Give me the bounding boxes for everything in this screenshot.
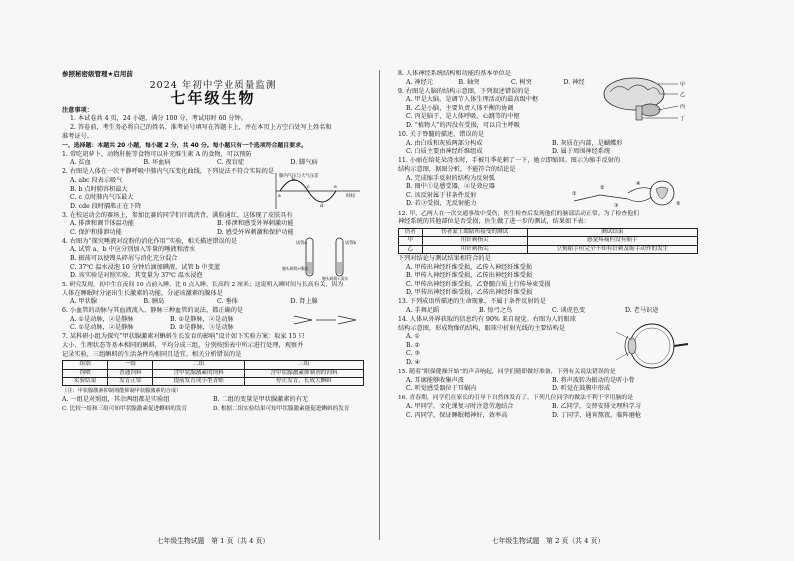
question-14: 14. 人体从外界获取的信息约有 90% 来自视觉。右图为人的眼球 (398, 316, 576, 324)
question-7-cont-2: 记录实验，三组蝌蚪的生活条件均相同且适宜。相关分析错误的是 (62, 350, 242, 358)
curve-label-d: d (320, 204, 323, 210)
q16-option-b: B. 乙同学，交替安排文理科学习 (552, 403, 641, 410)
question-8-options (398, 79, 616, 88)
page-divider (379, 70, 380, 540)
reflex-label-2: ② (600, 185, 605, 192)
q7-option-a: A. 一组是对照组，其余两组都是实验组 (62, 396, 170, 404)
question-7-cont-1: 大小、生理状态等基本相同的蝌蚪，平均分成三组，分别按照表中所示进行处理，观察并 (62, 342, 304, 350)
subject-title: 七年级生物 (170, 89, 256, 108)
q10-option-b: B. 灰质在内部，是蝴蝶形 (552, 139, 623, 147)
q9-option-a: A. 甲是大脑，是调节人体生理活动的最高级中枢 (406, 96, 539, 104)
q6-option-d: D. ②是静脉，③是动脉 (170, 324, 234, 332)
question-5: 5. 研究发现，初中生在夜间 10 点前入睡，比 0 点入睡，长高约 2 厘米；这说明入睡时间与长高有关，因为 (62, 281, 344, 288)
question-1-options (62, 159, 364, 168)
q11-option-c: C. 该反射属于非条件反射 (406, 191, 477, 199)
q11-option-d: D. 若③受损，无反射能力 (406, 200, 477, 208)
exam-title: 2024 年初中学业质量监测 (149, 79, 277, 91)
table-header: 测试结果 (527, 228, 697, 236)
q7-option-d: D. 根据二组实验结果可知甲状腺激素能促进蝌蚪的发育 (213, 405, 350, 412)
blood-vessels-figure (292, 312, 358, 330)
q4-option-a: A. 试管 a、b 中应分别加入等量的唾液和清水 (70, 246, 196, 254)
question-6: 6. 小血管的动脉与其血液流入、静脉三种血管的说法，都正确的是 (62, 307, 244, 315)
exam-page-2 (398, 70, 698, 550)
q4-option-d: D. 该实验是对照实验，其变量为 37℃ 温水浸泡 (70, 272, 203, 280)
q6-option-b: B. ①是静脉，②是动脉 (170, 315, 234, 323)
question-7-options-row1 (62, 396, 364, 405)
question-16-options-row1 (398, 403, 698, 412)
q9-option-b: B. 乙是小脑，主要负责人体平衡的协调 (406, 104, 514, 112)
tube-b-label: 试管b (345, 240, 357, 246)
question-15: 15. 随着“眼保健操开始”的声音响起，同学们随即做好准备，下列有关说法错误的是 (398, 369, 616, 376)
question-4: 4. 右图为“探究唾液对淀粉的消化作用”实验，相关描述错误的是 (62, 237, 238, 245)
question-10: 10. 关于脊髓的描述，错误的是 (398, 131, 485, 139)
question-7: 7. 某科研小组为探究“甲状腺激素对蝌蚪生长发育的影响”设计如下实验方案：取家 15 只 (62, 333, 305, 341)
reflex-label-3: ③ (614, 203, 619, 210)
question-2: 2. 右图是人体在一次平静呼吸中肺内气压变化曲线，下列说法不符合实际的是 (62, 168, 275, 176)
q14-option-c: C. ③ (406, 350, 420, 358)
q8-option-a: A. 神经元 (406, 78, 433, 86)
table-cell: 甲 (399, 237, 423, 245)
table-header-row (63, 361, 364, 369)
q14-option-b: B. ② (406, 341, 421, 349)
question-5-cont: 人体在睡眠时分泌出生长激素的功能，分泌该激素的腺体是 (62, 289, 223, 297)
q3-option-c: C. 保护和排泄功能 (70, 228, 122, 236)
q13-option-c: C. 谈虎色变 (552, 306, 586, 314)
question-12-cont: 神经系统的其他部位是否受损，医生做了进一步的测试，结果如下表： (398, 218, 590, 226)
table-cell: 用针刺指尖 (422, 245, 527, 253)
q14-option-d: D. ④ (406, 359, 421, 367)
table-cell: 普通饲料 (108, 369, 153, 377)
q1-option-b: B. 坏血病 (143, 159, 171, 167)
table-row (63, 378, 364, 386)
question-2-block (62, 174, 364, 211)
reflex-label-4: ④ (636, 181, 641, 188)
q11-option-a: A. 完成缩手反射的结构为反射弧 (406, 174, 495, 182)
q1-option-a: A. 贫血 (70, 159, 91, 167)
q2-option-d: D. cde 段时膈肌正在下降 (70, 202, 142, 210)
q2-option-a: A. abc 段表示吸气 (70, 177, 123, 185)
tube-b-contents: 馒头碎屑+清水 (322, 276, 348, 282)
brain-label-ding: 丁 (680, 115, 686, 122)
q10-option-c: C. 白质主要由神经纤维组成 (406, 148, 483, 156)
curve-label-b: b (292, 178, 295, 184)
q4-option-c: C. 37℃ 温水浸泡 10 分钟后滴加碘液，试管 b 中变蓝 (70, 263, 221, 271)
curve-label-a: a (278, 194, 281, 200)
table-header: 组别 (63, 361, 108, 369)
note-3: 准考证号。 (62, 132, 93, 140)
q11-option-b: B. 图中①是感受器，④是效应器 (406, 183, 495, 191)
curve-xlabel: 时间 (346, 194, 355, 200)
q1-option-c: C. 夜盲症 (217, 159, 245, 167)
q12-option-d: D. 甲传出神经纤维受损，乙传出神经纤维受损 (406, 289, 533, 297)
secret-label: 参照秘密级管理★启用前 (62, 70, 133, 78)
table-header: 伤者 (399, 228, 423, 236)
q1-option-d: D. 脚气病 (290, 159, 318, 167)
page-2-footer: 七年级生物试题 第 2 页（共 4 页） (491, 537, 605, 546)
q6-option-c: C. ①是动脉，②是静脉 (70, 324, 134, 332)
q14-option-a: A. ① (406, 333, 420, 341)
question-12: 12. 甲、乙两人在一次交通事故中受伤，医生检查后发现他们的脑部活动正常。为了检查他们 (398, 210, 639, 217)
table-cell: 发育正常 (108, 378, 153, 386)
q16-option-a: A. 甲同学，文化课复习时注意劳逸结合 (406, 403, 514, 410)
exam-page-1 (62, 70, 364, 550)
q7-option-b: B. 二组的变量是甲状腺激素的有无 (213, 396, 309, 404)
tadpole-experiment-table (62, 360, 364, 386)
tube-a-label: 试管a (296, 240, 307, 246)
q15-option-d: D. 听觉在鼓膜中形成 (552, 385, 611, 393)
q13-option-d: D. 老马识途 (625, 306, 659, 314)
table-cell: 停止发育，长成大蝌蚪 (244, 378, 363, 386)
table-cell: 乙 (399, 245, 423, 253)
question-5-options (62, 298, 364, 307)
table-row (399, 245, 698, 253)
section-1-heading: 一、选择题：本题共 20 小题，每小题 2 分，共 40 分。每小题只有一个选项符合题目要求。 (62, 142, 307, 149)
q10-option-d: D. 属于周围神经系统 (552, 148, 611, 156)
curve-label-c: c (307, 185, 310, 191)
table-cell: 含甲状腺激素抑制剂的饲料 (244, 369, 363, 377)
injury-test-table (398, 228, 698, 254)
table-header: 二组 (153, 361, 244, 369)
eyeball-figure (612, 318, 692, 374)
q9-option-d: D. “植物人”的丙没有受损，可以自主呼吸 (406, 122, 520, 130)
q8-option-b: B. 轴突 (458, 78, 480, 86)
table-header-row (399, 228, 698, 236)
table-cell: 实验结果 (63, 378, 108, 386)
table-header: 一组 (108, 361, 153, 369)
q13-option-a: A. 手舞足蹈 (406, 306, 440, 314)
note-1: 1. 本试卷共 4 页，24 小题，满分 100 分，考试用时 60 分钟。 (70, 115, 247, 123)
table-cell: 饲喂 (63, 369, 108, 377)
question-16-options-row2 (398, 412, 698, 421)
question-11-cont: 结构示意图，据图分析，不能符合的结论是 (398, 166, 516, 174)
question-14-cont: 结构示意图，形成物像的结构，眼球中折射光线的主要结构是 (398, 324, 566, 332)
note-2: 2. 答卷前，考生务必将自己的姓名、准考证号填写在答题卡上，并在本页上方空白处写上姓名和 (70, 123, 332, 131)
q10-option-a: A. 由白质和灰质两部分构成 (406, 139, 483, 147)
brain-label-bing: 丙 (680, 103, 686, 110)
question-10-options-row2 (398, 148, 698, 157)
q7-option-c: C. 比较一组和三组可知甲状腺激素促进蝌蚪的发育 (62, 405, 188, 412)
question-7-options-row2 (62, 405, 364, 414)
question-11: 11. 小丽在给花朵浇水时，手被月季花刺了一下，她立即缩回。图示为缩手反射的 (398, 157, 621, 165)
table-cell: 感觉疼痛但没有缩手 (527, 237, 697, 245)
question-6-block (62, 316, 364, 333)
question-12-prompt: 下列对结论与测试结果相符合的是 (398, 254, 491, 262)
table-header: 三组 (244, 361, 363, 369)
question-9: 9. 右图是人脑的结构示意图，下列叙述错误的是 (398, 87, 530, 95)
table-note: （注：甲状腺激素抑制剂能抑制甲状腺激素的合成） (62, 388, 182, 395)
q15-option-a: A. 耳廓能够收集声波 (406, 376, 464, 384)
question-6-options-row2 (62, 324, 270, 333)
q12-option-b: B. 甲传入神经纤维受损，乙传出神经纤维受损 (406, 272, 533, 280)
table-cell: 含甲状腺激素的饲料 (153, 369, 244, 377)
question-11-block (398, 157, 698, 209)
q4-option-b: B. 振荡可以使馒头碎屑与消化充分混合 (70, 255, 178, 262)
notes-heading: 注意事项： (62, 106, 93, 114)
question-13-options (398, 307, 698, 316)
question-16: 16. 青春期，同学们在家长的引导下自然体发育了，下列几位同学的做法不利于学用脑的是 (398, 395, 634, 402)
question-14-block (398, 316, 698, 368)
q15-option-c: C. 听觉感受器位于耳蜗内 (406, 385, 477, 393)
brain-label-yi: 乙 (680, 91, 686, 98)
q5-option-c: C. 垂体 (217, 298, 238, 306)
table-cell: 立刻缩手但完全不知有针刺及缩手动作的发生 (527, 245, 697, 253)
q13-option-b: B. 惊弓之鸟 (479, 306, 513, 314)
q12-option-a: A. 甲传出神经纤维受损，乙传入神经纤维受损 (406, 263, 532, 271)
test-tubes-figure (282, 234, 362, 282)
q5-option-a: A. 甲状腺 (70, 298, 97, 306)
reflex-label-1: ① (572, 191, 577, 198)
q16-option-d: D. 丁同学，通宵熬夜，临阵磨枪 (552, 411, 642, 419)
q5-option-d: D. 肾上腺 (290, 298, 318, 306)
q9-option-c: C. 丙是脑干，是人体呼吸、心跳等的中枢 (406, 113, 520, 121)
page-1-footer: 七年级生物试题 第 1 页（共 4 页） (156, 537, 270, 546)
q3-option-d: D. 感受外界刺激和保护功能 (217, 228, 294, 236)
question-3: 3. 在校运动会的赛场上，参加比赛的同学们汗流浃背，满脸通红，这体现了皮肤具有 (62, 211, 293, 219)
question-15-options-row2 (398, 385, 698, 394)
question-3-options-row1 (62, 220, 364, 229)
curve-label-e: e (334, 185, 337, 191)
tube-a-contents: 馒头碎屑+唾液 (282, 266, 308, 272)
q6-option-a: A. ①是动脉，②是静脉 (70, 315, 134, 323)
table-header: 伤者蒙上眼睛所接受的测试 (422, 228, 527, 236)
q2-option-b: B. b 点时肺容积最大 (70, 185, 128, 193)
q15-option-b: B. 将声波转为振动的是听小骨 (552, 376, 635, 384)
reflex-label-5: ⑤ (676, 201, 681, 208)
q16-option-c: C. 丙同学，保证睡眠精神好，效率高 (406, 411, 508, 419)
brain-label-jia: 甲 (680, 81, 686, 88)
q3-option-a: A. 排泄和调节体温功能 (70, 220, 135, 228)
q8-option-d: D. 神经 (563, 78, 585, 86)
q2-option-c: C. c 点时肺内气压最大 (70, 194, 134, 202)
q12-option-c: C. 甲传出神经纤维受损，乙脊髓白质上行传导束受损 (406, 280, 551, 288)
question-1: 1. 常吃胡萝卜、动物肝脏等食物可以补充维生素 A 的食物，可以预防 (62, 150, 252, 158)
pressure-curve-figure (270, 171, 364, 211)
question-8: 8. 人体神经系统结构和功能的基本单位是 (398, 70, 512, 77)
q5-option-b: B. 胰岛 (143, 298, 165, 306)
table-row (63, 369, 364, 377)
curve-title: 肺内气压与大气压差 (279, 174, 319, 180)
q3-option-b: B. 排泄和感受外界刺激功能 (217, 220, 294, 228)
table-row (399, 237, 698, 245)
brain-figure (598, 74, 694, 126)
table-cell: 提前发育成小型青蛙 (153, 378, 244, 386)
reflex-arc-figure (570, 175, 690, 211)
question-13: 13. 下列成语所描述的生命现象，不属于条件反射的是 (398, 298, 546, 306)
q8-option-c: C. 树突 (511, 78, 532, 86)
table-cell: 用针刺指尖 (422, 237, 527, 245)
